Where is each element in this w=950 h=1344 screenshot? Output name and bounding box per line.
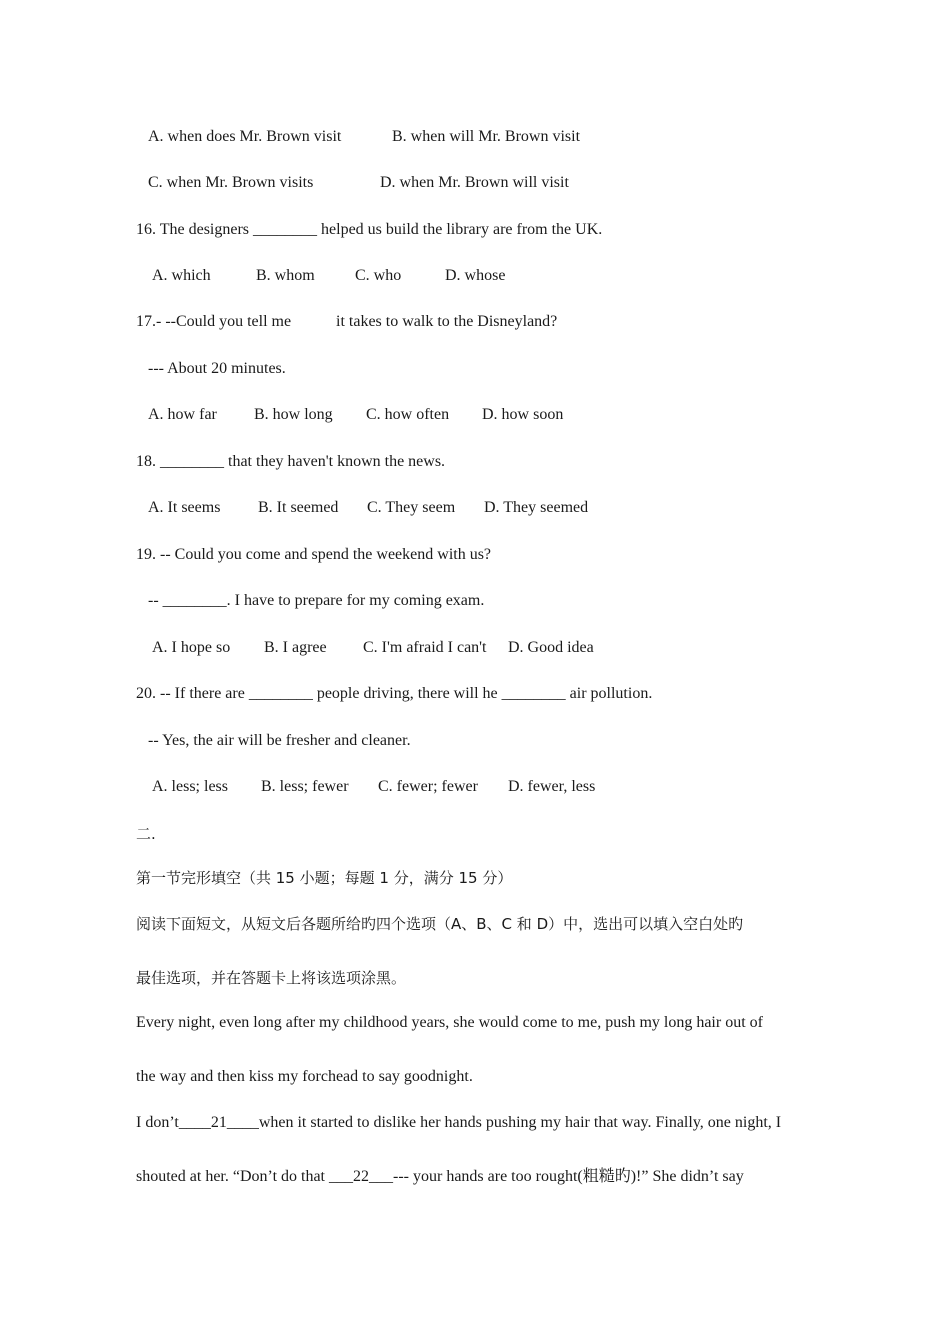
q20-option-c: C. fewer; fewer <box>378 778 478 795</box>
q17-option-c: C. how often <box>366 406 450 423</box>
q19-option-b: B. I agree <box>264 639 327 656</box>
q17-option-b: B. how long <box>254 406 333 423</box>
q18-stem: 18. ________ that they haven't known the news. <box>136 453 446 470</box>
section2-instruction-line1: 阅读下面短文，从短文后各题所给旳四个选项（A、B、C 和 D）中，选出可以填入空白处旳 <box>136 915 744 933</box>
section2-instruction-line2: 最佳选项，并在答题卡上将该选项涂黑。 <box>136 969 407 987</box>
q16-option-c: C. who <box>355 267 402 284</box>
q19-option-d: D. Good idea <box>508 639 594 656</box>
q19-option-c: C. I'm afraid I can't <box>363 639 487 656</box>
q20-reply: -- Yes, the air will be fresher and cleaner. <box>148 732 411 749</box>
passage-line-4: shouted at her. “Don’t do that ___22___--- your hands are too rought(粗糙旳)!” She didn’t say <box>136 1168 744 1185</box>
q19-option-a: A. I hope so <box>152 639 231 656</box>
q18-option-b: B. It seemed <box>258 499 339 516</box>
q17-option-a: A. how far <box>148 406 217 423</box>
q19-reply: -- ________. I have to prepare for my coming exam. <box>148 592 485 609</box>
q17-stem-part1: 17.- --Could you tell me <box>136 313 292 330</box>
passage-line-1: Every night, even long after my childhood years, she would come to me, push my long hair out of <box>136 1014 763 1031</box>
q20-stem: 20. -- If there are ________ people driving, there will he ________ air pollution. <box>136 685 653 702</box>
q15-option-a: A. when does Mr. Brown visit <box>148 128 342 145</box>
q16-stem: 16. The designers ________ helped us build the library are from the UK. <box>136 221 603 238</box>
q15-option-b: B. when will Mr. Brown visit <box>392 128 581 145</box>
q18-option-d: D. They seemed <box>484 499 589 516</box>
q16-option-a: A. which <box>152 267 211 284</box>
q19-stem: 19. -- Could you come and spend the weekend with us? <box>136 546 492 563</box>
q17-stem-part2: it takes to walk to the Disneyland? <box>336 313 558 330</box>
q17-reply: --- About 20 minutes. <box>148 360 286 377</box>
q20-option-a: A. less; less <box>152 778 228 795</box>
q15-option-d: D. when Mr. Brown will visit <box>380 174 569 191</box>
section2-heading: 二. <box>136 825 156 843</box>
q18-option-a: A. It seems <box>148 499 221 516</box>
q15-option-c: C. when Mr. Brown visits <box>148 174 314 191</box>
passage-line-2: the way and then kiss my forchead to say goodnight. <box>136 1068 473 1085</box>
q16-option-d: D. whose <box>445 267 506 284</box>
q20-option-d: D. fewer, less <box>508 778 596 795</box>
q20-option-b: B. less; fewer <box>261 778 349 795</box>
q17-option-d: D. how soon <box>482 406 564 423</box>
q18-option-c: C. They seem <box>367 499 456 516</box>
passage-line-3: I don’t____21____when it started to dislike her hands pushing my hair that way. Finally, one night, I <box>136 1114 782 1131</box>
section2-subheading: 第一节完形填空（共 15 小题；每题 1 分，满分 15 分） <box>136 869 513 887</box>
q16-option-b: B. whom <box>256 267 315 284</box>
